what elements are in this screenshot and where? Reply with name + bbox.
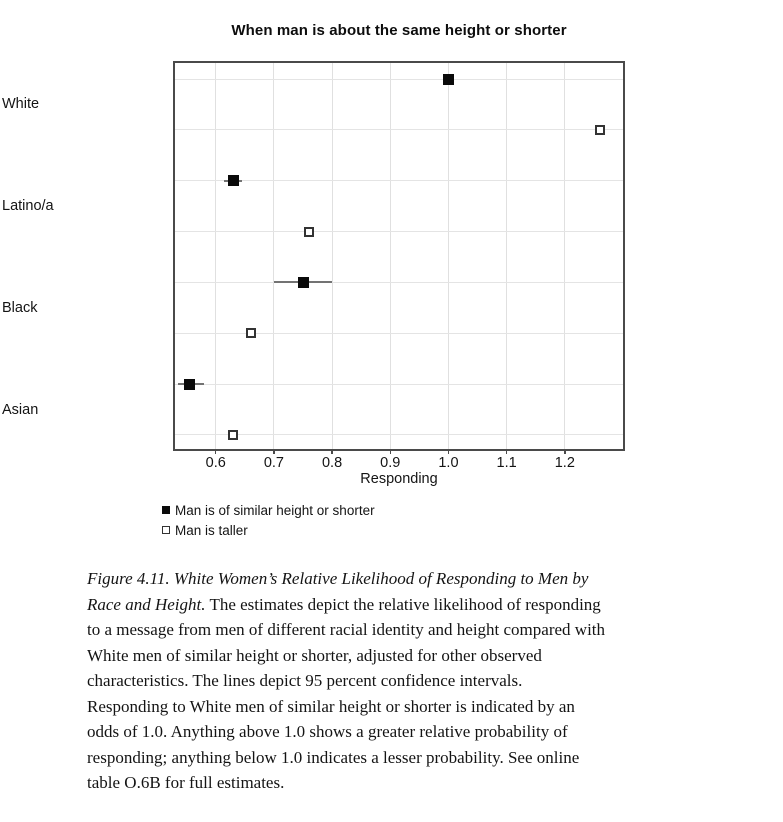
x-tick-label: 0.8 bbox=[321, 455, 343, 471]
marker-filled-square bbox=[184, 379, 195, 390]
category-label: Black bbox=[2, 299, 38, 316]
x-tick-label: 0.9 bbox=[380, 455, 401, 471]
chart-title: When man is about the same height or shorter bbox=[231, 22, 567, 39]
grid-line-horizontal bbox=[175, 231, 623, 232]
legend-label: Man is of similar height or shorter bbox=[175, 502, 375, 518]
caption-figure-title: White Women’s Relative Likelihood of Responding to Men by Race and Height. bbox=[87, 569, 589, 614]
x-tick-label: 0.6 bbox=[205, 455, 226, 471]
marker-open-square bbox=[246, 328, 256, 338]
chart-legend bbox=[162, 500, 375, 540]
grid-line-vertical bbox=[215, 63, 216, 449]
x-tick-mark bbox=[273, 449, 275, 454]
grid-line-vertical bbox=[390, 63, 391, 449]
x-tick-mark bbox=[448, 449, 450, 454]
grid-line-vertical bbox=[332, 63, 333, 449]
x-tick-label: 1.1 bbox=[496, 455, 517, 471]
x-tick-mark bbox=[390, 449, 392, 454]
category-label: White bbox=[2, 96, 40, 113]
x-tick-label: 0.7 bbox=[263, 455, 284, 471]
grid-line-vertical bbox=[506, 63, 507, 449]
grid-line-vertical bbox=[273, 63, 274, 449]
marker-open-square bbox=[304, 227, 314, 237]
marker-open-square bbox=[595, 125, 605, 135]
category-label: Asian bbox=[2, 401, 39, 418]
x-axis-label: Responding bbox=[360, 471, 438, 487]
y-axis-category-labels bbox=[0, 63, 168, 449]
grid-line-vertical bbox=[448, 63, 449, 449]
plot-area bbox=[173, 61, 625, 451]
grid-line-horizontal bbox=[175, 384, 623, 385]
grid-line-vertical bbox=[564, 63, 565, 449]
legend-marker-open-icon bbox=[162, 526, 170, 534]
legend-item bbox=[162, 520, 375, 540]
figure-caption bbox=[87, 566, 607, 796]
grid-line-horizontal bbox=[175, 282, 623, 283]
marker-filled-square bbox=[298, 277, 309, 288]
x-tick-mark bbox=[215, 449, 217, 454]
caption-body: The estimates depict the relative likelihood of responding to a message from men of different racial identity and height compared with White men of similar height or shorter, adjusted for other observed characteristics. The lines depict 95 percent confidence intervals. Responding to White men of similar height or shorter is indicated by an odds of 1.0. Anything above 1.0 shows a greater relative probability of responding; anything below 1.0 indicates a lesser probability. See online table O.6B for full estimates. bbox=[87, 594, 606, 792]
category-label: Latino/a bbox=[2, 198, 54, 215]
x-tick-mark bbox=[564, 449, 566, 454]
marker-filled-square bbox=[443, 74, 454, 85]
marker-filled-square bbox=[228, 175, 239, 186]
legend-item bbox=[162, 500, 375, 520]
legend-label: Man is taller bbox=[175, 522, 248, 538]
x-tick-label: 1.0 bbox=[438, 455, 459, 471]
legend-marker-filled-icon bbox=[162, 506, 170, 514]
grid-line-horizontal bbox=[175, 434, 623, 435]
x-tick-mark bbox=[506, 449, 508, 454]
grid-line-horizontal bbox=[175, 79, 623, 80]
x-tick-label: 1.2 bbox=[554, 455, 575, 471]
caption-figure-label: Figure 4.11. bbox=[87, 569, 170, 588]
x-tick-mark bbox=[331, 449, 333, 454]
grid-line-horizontal bbox=[175, 180, 623, 181]
grid-line-horizontal bbox=[175, 333, 623, 334]
marker-open-square bbox=[228, 430, 238, 440]
grid-line-horizontal bbox=[175, 129, 623, 130]
